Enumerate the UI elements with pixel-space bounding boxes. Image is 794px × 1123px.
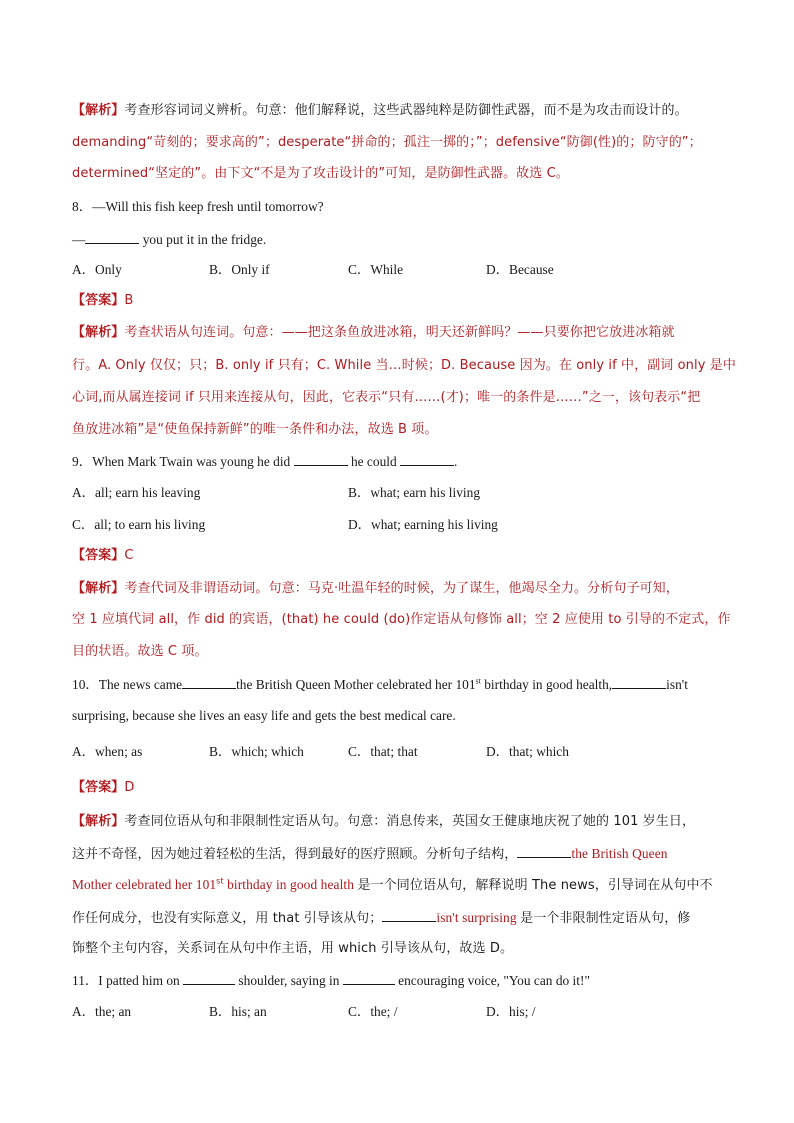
q8-analysis-line-3: 心词,而从属连接词 if 只用来连接从句，因此，它表示“只有……(才)；唯一的条件是……”之一，该句表示“把: [72, 390, 701, 405]
q9-option-c: C．all; to earn his living: [72, 517, 206, 532]
q9-option-b: B．what; earn his living: [348, 485, 481, 500]
q7-analysis-line-2: demanding“苛刻的；要求高的”；desperate“拼命的；孤注一掷的；”；defensive“防御(性)的；防守的”；: [72, 135, 702, 150]
q8-option-a: A．Only: [72, 262, 122, 277]
q8-reply: — you put it in the fridge.: [72, 229, 732, 250]
q10-stem-line-2: surprising, because she lives an easy life and gets the best medical care.: [72, 708, 456, 723]
q8-option-d: D．Because: [486, 262, 554, 277]
answer-blank: [183, 970, 235, 985]
q10-analysis-line-2: 这并不奇怪，因为她过着轻松的生活，得到最好的医疗照顾。分析句子结构， the British Queen: [72, 843, 732, 865]
q9-option-d: D．what; earning his living: [348, 517, 498, 532]
answer-blank: [382, 907, 436, 922]
q7-analysis-line-1: 【解析】考查形容词词义辨析。句意：他们解释说，这些武器纯粹是防御性武器，而不是为攻击而设计的。: [72, 103, 688, 118]
q11-option-d: D．his; /: [486, 1004, 536, 1019]
answer-blank: [343, 970, 395, 985]
q8-options: [0, 260, 794, 280]
q9-option-a: A．all; earn his leaving: [72, 485, 201, 500]
q9-stem: 9．When Mark Twain was young he did he could .: [72, 451, 732, 472]
q8-analysis-line-4: 鱼放进冰箱”是“使鱼保持新鲜”的唯一条件和办法，故选 B 项。: [72, 422, 438, 437]
q10-analysis-line-3: Mother celebrated her 101st birthday in good health 是一个同位语从句，解释说明 The news，引导词在从句中不: [72, 876, 713, 893]
q11-option-b: B．his; an: [209, 1004, 267, 1019]
q10-option-c: C．that; that: [348, 744, 418, 759]
analysis-tag: 【解析】: [72, 103, 125, 118]
q10-analysis-line-4: 作任何成分，也没有实际意义，用 that 引导该从句； isn't surprising 是一个非限制性定语从句，修: [72, 907, 732, 929]
answer-blank: [400, 451, 454, 466]
q9-analysis-line-2: 空 1 应填代词 all，作 did 的宾语，(that) he could (do)作定语从句修饰 all；空 2 应使用 to 引导的不定式，作: [72, 612, 731, 627]
q10-stem-line-1: 10．The news came the British Queen Mother celebrated her 101st birthday in good health, isn't: [72, 674, 732, 695]
q10-option-b: B．which; which: [209, 744, 304, 759]
answer-blank: [85, 229, 139, 244]
q10-answer: 【答案】D: [72, 780, 135, 795]
answer-blank: [517, 843, 571, 858]
q8-answer: 【答案】B: [72, 293, 134, 308]
q11-option-c: C．the; /: [348, 1004, 398, 1019]
q11-option-a: A．the; an: [72, 1004, 132, 1019]
q9-analysis-line-1: 【解析】考查代词及非谓语动词。句意：马克·吐温年轻的时候，为了谋生，他竭尽全力。分析句子可知，: [72, 581, 679, 596]
answer-letter: D: [124, 780, 135, 795]
q8-option-c: C．While: [348, 262, 404, 277]
q10-analysis-line-1: 【解析】考查同位语从句和非限制性定语从句。句意：消息传来，英国女王健康地庆祝了她的 101 岁生日，: [72, 814, 696, 829]
answer-blank: [294, 451, 348, 466]
q9-analysis-line-3: 目的状语。故选 C 项。: [72, 644, 208, 659]
q11-options: [0, 1002, 794, 1022]
answer-blank: [612, 674, 666, 689]
q10-option-d: D．that; which: [486, 744, 569, 759]
q9-options-row-2: [0, 515, 794, 535]
q10-options: [0, 742, 794, 762]
q10-analysis-line-5: 饰整个主句内容，关系词在从句中作主语，用 which 引导该从句，故选 D。: [72, 941, 514, 956]
q9-answer: 【答案】C: [72, 548, 134, 563]
answer-letter: C: [124, 548, 134, 563]
q8-stem: 8．—Will this fish keep fresh until tomorrow?: [72, 199, 324, 214]
q7-analysis-line-3: determined“坚定的”。由下文“不是为了攻击设计的”可知，是防御性武器。故选 C。: [72, 166, 569, 181]
q10-option-a: A．when; as: [72, 744, 143, 759]
q8-analysis-line-2: 行。A. Only 仅仅；只；B. only if 只有；C. While 当…时候；D. Because 因为。在 only if 中，副词 only 是中: [72, 358, 736, 373]
q8-analysis-line-1: 【解析】考查状语从句连词。句意：——把这条鱼放进冰箱，明天还新鲜吗？——只要你把它放进冰箱就: [72, 325, 675, 340]
q9-options-row-1: [0, 483, 794, 503]
answer-letter: B: [124, 293, 134, 308]
answer-blank: [182, 674, 236, 689]
q8-option-b: B．Only if: [209, 262, 270, 277]
q11-stem: 11．I patted him on shoulder, saying in encouraging voice, "You can do it!": [72, 970, 732, 991]
